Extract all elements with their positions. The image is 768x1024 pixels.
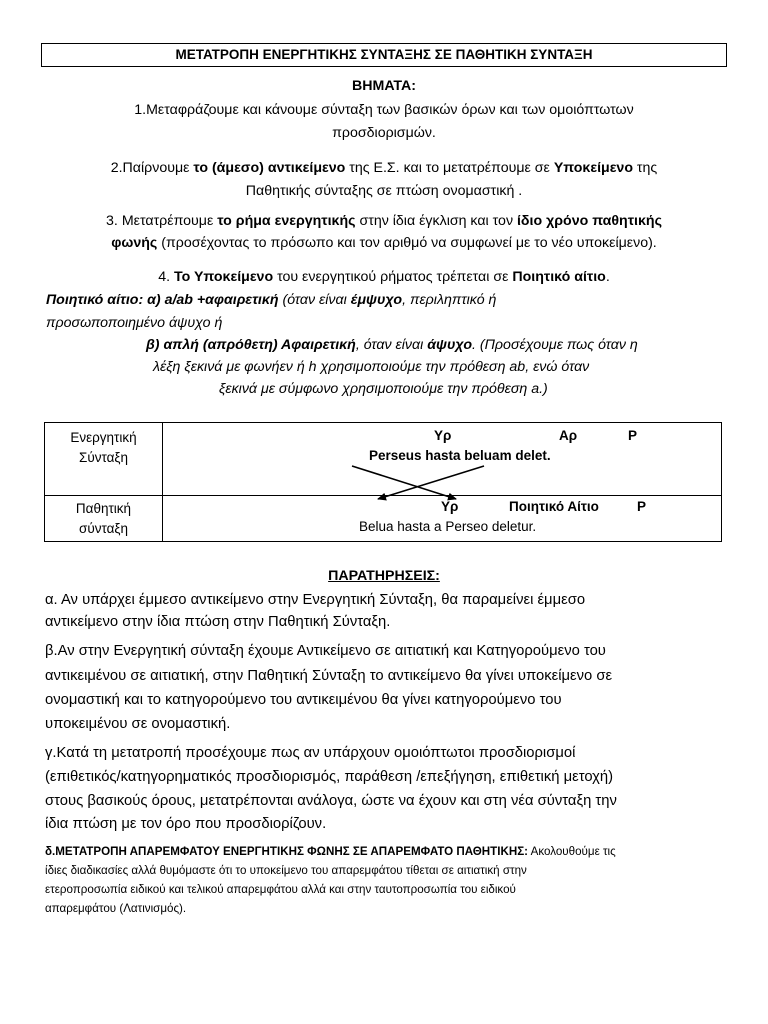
step-1-line-1: 1.Μεταφράζουμε και κάνουμε σύνταξη των βασικών όρων και των ομοιόπτωτων	[134, 102, 634, 118]
step-4-bold-subject: Το Υποκείμενο	[174, 269, 274, 285]
active-p: Ρ	[628, 428, 638, 443]
agent-rule-line-4: λέξη ξεκινά με φωνήεν ή h χρησιμοποιούμε την πρόθεση ab, ενώ όταν	[153, 359, 590, 375]
agent-rule-bold-a: Ποιητικό αίτιο: α) a/ab +αφαιρετική	[46, 292, 279, 308]
agent-rule-bold-inanimate: άψυχο	[427, 337, 473, 353]
active-yr: Υρ	[434, 428, 452, 443]
step-3-text-2: στην ίδια έγκλιση και τον	[355, 213, 517, 229]
step-2-bold-object: το (άμεσο) αντικείμενο	[193, 160, 346, 176]
active-label-2: Σύνταξη	[79, 450, 128, 465]
note-c-line-3: στους βασικούς όρους, μετατρέπονται ανάλογα, ώστε να έχουν και στη νέα σύνταξη την	[45, 793, 617, 809]
arrow-subject-to-agent	[352, 466, 456, 499]
note-d-line-2: ίδιες διαδικασίες αλλά θυμόμαστε ότι το υποκείμενο του απαρεμφάτου τίθεται σε αιτιατική στην	[45, 864, 527, 877]
passive-yr: Υρ	[441, 499, 459, 514]
note-d-line-3: ετεροπροσωπία ειδικού και τελικού απαρεμφάτου αλλά και στην ταυτοπροσωπία του ειδικού	[45, 883, 516, 896]
note-b-line-4: υποκειμένου σε ονομαστική.	[45, 716, 231, 732]
agent-rule-text-4: . (Προσέχουμε πως όταν η	[472, 337, 638, 353]
agent-rule-text-3: , όταν είναι	[355, 337, 428, 353]
step-3-bold-verb: το ρήμα ενεργητικής	[217, 213, 356, 229]
steps-heading: ΒΗΜΑΤΑ:	[352, 78, 416, 94]
step-1-line-2: προσδιορισμών.	[332, 125, 436, 141]
step-2-line-2: Παθητικής σύνταξης σε πτώση ονομαστική .	[245, 183, 523, 199]
passive-agent: Ποιητικό Αίτιο	[509, 499, 599, 514]
passive-sentence: Belua hasta a Perseo deletur.	[359, 519, 537, 534]
note-d-heading: δ.ΜΕΤΑΤΡΟΠΗ ΑΠΑΡΕΜΦΑΤΟΥ ΕΝΕΡΓΗΤΙΚΗΣ ΦΩΝΗΣ ΣΕ ΑΠΑΡΕΜΦΑΤΟ ΠΑΘΗΤΙΚΗΣ:	[45, 845, 529, 858]
passive-p: Ρ	[637, 499, 647, 514]
arrow-object-to-subject	[378, 466, 484, 499]
agent-rule-bold-animate: έμψυχο	[350, 292, 403, 308]
step-4-text-3: .	[605, 269, 610, 285]
active-label-1: Ενεργητική	[70, 430, 137, 445]
agent-rule-line-5: ξεκινά με σύμφωνο χρησιμοποιούμε την πρόθεση a.)	[219, 381, 548, 397]
agent-rule-bold-b: β) απλή (απρόθετη) Αφαιρετική	[146, 337, 356, 353]
active-ar: Αρ	[559, 428, 578, 443]
step-3-bold-tense: ίδιο χρόνο παθητικής	[516, 213, 662, 229]
note-c-line-4: ίδια πτώση με τον όρο που προσδιορίζουν.	[45, 816, 327, 832]
note-b-line-3: ονομαστική και το κατηγορούμενο του αντικειμένου θα γίνει κατηγορούμενο του	[45, 692, 562, 708]
step-4-bold-agent: Ποιητικό αίτιο	[512, 269, 606, 285]
step-3-text-3: (προσέχοντας το πρόσωπο και τον αριθμό να συμφωνεί με το νέο υποκείμενο).	[157, 235, 657, 251]
step-4-text-1: 4.	[158, 269, 174, 285]
note-b-line-2: αντικειμένου σε αιτιατική, στην Παθητική Σύνταξη το αντικείμενο θα γίνει υποκείμενο σε	[45, 668, 613, 684]
step-2-text-1: 2.Παίρνουμε	[110, 160, 194, 176]
step-3-bold-voice: φωνής	[111, 235, 158, 251]
agent-rule-line-2: προσωποποιημένο άψυχο ή	[46, 315, 223, 331]
page-title: ΜΕΤΑΤΡΟΠΗ ΕΝΕΡΓΗΤΙΚΗΣ ΣΥΝΤΑΞΗΣ ΣΕ ΠΑΘΗΤΙΚΗ ΣΥΝΤΑΞΗ	[41, 43, 727, 67]
step-4-text-2: του ενεργητικού ρήματος τρέπεται σε	[273, 269, 513, 285]
passive-label-2: σύνταξη	[79, 521, 128, 536]
step-3-text-1: 3. Μετατρέπουμε	[106, 213, 218, 229]
note-c-line-1: γ.Κατά τη μετατροπή προσέχουμε πως αν υπάρχουν ομοιόπτωτοι προσδιορισμοί	[45, 745, 576, 761]
agent-rule-text-1: (όταν είναι	[278, 292, 351, 308]
note-c-line-2: (επιθετικός/κατηγορηματικός προσδιορισμός, παράθεση /επεξήγηση, επιθετική μετοχή)	[45, 769, 614, 785]
agent-rule-text-2: , περιληπτικό ή	[402, 292, 497, 308]
note-d-line-4: απαρεμφάτου (Λατινισμός).	[45, 902, 187, 915]
passive-label-1: Παθητική	[75, 501, 132, 516]
step-2-bold-subject: Υποκείμενο	[553, 160, 633, 176]
step-2-text-2: της Ε.Σ. και το μετατρέπουμε σε	[345, 160, 554, 176]
step-2-text-3: της	[632, 160, 658, 176]
active-sentence: Perseus hasta beluam delet.	[369, 448, 551, 463]
note-a-line-2: αντικείμενο στην ίδια πτώση στην Παθητική Σύνταξη.	[45, 614, 391, 630]
note-d-line-1	[45, 843, 616, 861]
note-b-line-1: β.Αν στην Ενεργητική σύνταξη έχουμε Αντικείμενο σε αιτιατική και Κατηγορούμενο του	[45, 643, 606, 659]
note-a-line-1: α. Αν υπάρχει έμμεσο αντικείμενο στην Ενεργητική Σύνταξη, θα παραμείνει έμμεσο	[45, 592, 586, 608]
notes-heading: ΠΑΡΑΤΗΡΗΣΕΙΣ:	[328, 568, 440, 584]
note-d-text-1: Ακολουθούμε τις	[528, 845, 616, 858]
